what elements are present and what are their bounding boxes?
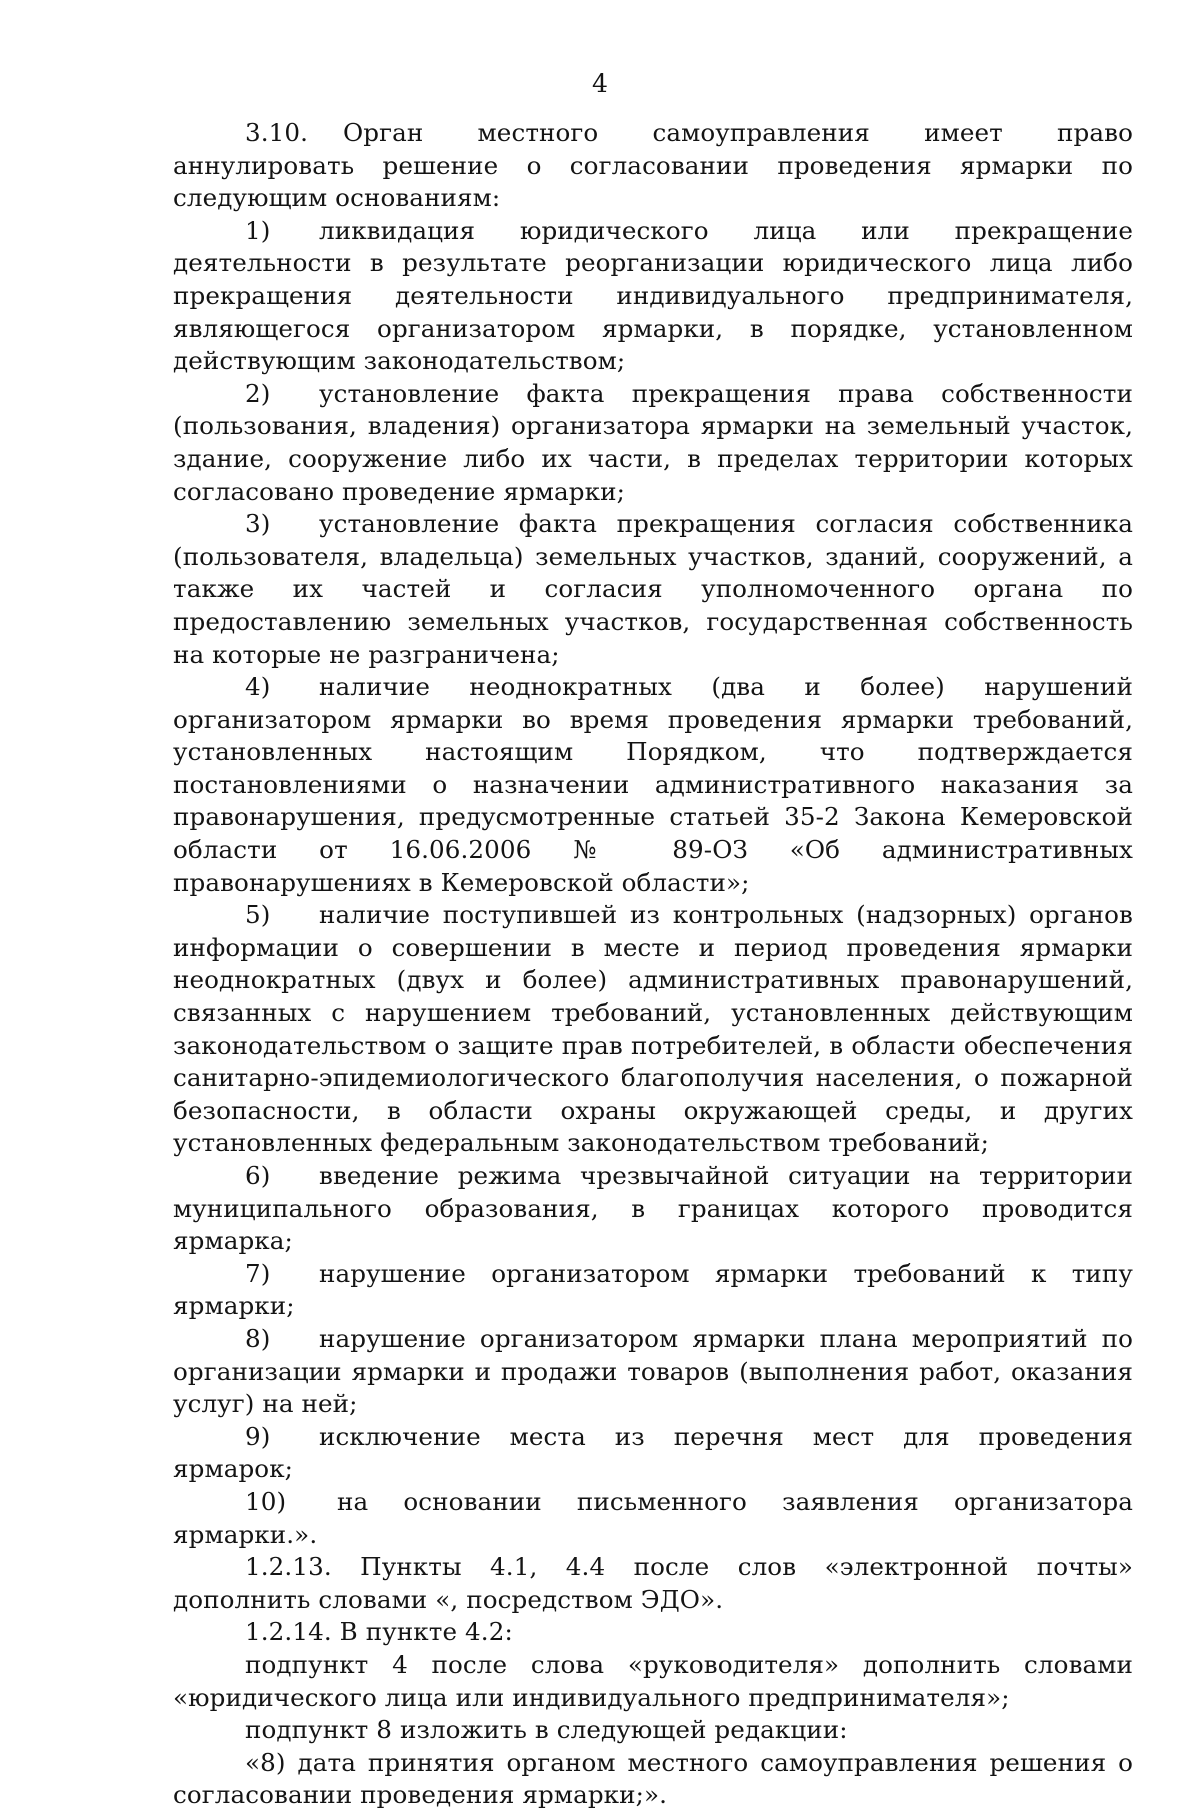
list-item xyxy=(173,508,1133,671)
list-item xyxy=(173,671,1133,899)
list-item-number: 2) xyxy=(245,378,271,408)
clause-number: 3.10. xyxy=(245,118,309,147)
list-item-text: ликвидация юридического лица или прекращение деятельности в результате реорганизации юридического лица либо прекращения деятельности индивидуального предпринимателя, являющегося организатором ярмарки, в порядке, установленном действующим законодательством; xyxy=(173,215,1133,376)
paragraph-1-2-14: 1.2.14. В пункте 4.2: xyxy=(245,1617,513,1647)
list-item-text: нарушение организатором ярмарки требований к типу ярмарки; xyxy=(173,1258,1133,1321)
list-item xyxy=(173,1258,1133,1323)
list-item xyxy=(173,378,1133,508)
list-item-number: 9) xyxy=(245,1421,271,1451)
list-item xyxy=(173,215,1133,378)
list-item xyxy=(173,1160,1133,1258)
list-item xyxy=(173,1421,1133,1486)
document-body xyxy=(173,117,1133,1812)
paragraph-subpoint-8: подпункт 8 изложить в следующей редакции: xyxy=(245,1715,848,1745)
list-item-number: 4) xyxy=(245,672,271,702)
list-item-text: установление факта прекращения согласия собственника (пользователя, владельца) земельных участков, зданий, сооружений, а также их частей и согласия уполномоченного органа по предоставлению земельных участков, государственная собственность на которые не разграничена; xyxy=(173,509,1133,669)
paragraph-1-2-13: 1.2.13. Пункты 4.1, 4.4 после слов «электронной почты» дополнить словами «, посредством ЭДО». xyxy=(173,1552,1133,1614)
list-item xyxy=(173,1486,1133,1551)
paragraph-3-10 xyxy=(173,117,1133,215)
list-item-text: на основании письменного заявления организатора ярмарки.». xyxy=(173,1486,1133,1549)
list-item-number: 5) xyxy=(245,900,271,930)
list-item-number: 10) xyxy=(245,1486,287,1516)
paragraph-subpoint-8-text: «8) дата принятия органом местного самоуправления решения о согласовании проведения ярмарки;». xyxy=(173,1747,1133,1810)
paragraph-subpoint-4: подпункт 4 после слова «руководителя» дополнить словами «юридического лица или индивидуального предпринимателя»; xyxy=(173,1649,1133,1712)
list-item-number: 1) xyxy=(245,215,271,245)
list-item-number: 7) xyxy=(245,1258,271,1288)
list-item-number: 3) xyxy=(245,509,271,539)
list-item-number: 6) xyxy=(245,1161,271,1190)
page-number: 4 xyxy=(592,69,608,98)
list-item-text: наличие поступившей из контрольных (надзорных) органов информации о совершении в месте и период проведения ярмарки неоднократных (двух и более) административных правонарушений, связанных с нарушением требований, установленных действующим законодательством о защите прав потребителей, в области обеспечения санитарно-эпидемиологического благополучия населения, о пожарной безопасности, в области охраны окружающей среды, и других установленных федеральным законодательством требований; xyxy=(173,900,1133,1158)
list-item xyxy=(173,899,1133,1160)
list-item-text: установление факта прекращения права собственности (пользования, владения) организатора ярмарки на земельный участок, здание, сооружение либо их части, в пределах территории которых согласовано проведение ярмарки; xyxy=(173,378,1133,506)
list-item-text: исключение места из перечня мест для проведения ярмарок; xyxy=(173,1421,1133,1484)
list-item xyxy=(173,1323,1133,1421)
list-item-text: наличие неоднократных (два и более) нарушений организатором ярмарки во время проведения ярмарки требований, установленных настоящим Порядком, что подтверждается постановлениями о назначении административного наказания за правонарушения, предусмотренные статьей 35-2 Закона Кемеровской области от 16.06.2006 № 89-ОЗ «Об административных правонарушениях в Кемеровской области»; xyxy=(173,672,1133,897)
list-item-text: нарушение организатором ярмарки плана мероприятий по организации ярмарки и продажи товаров (выполнения работ, оказания услуг) на ней; xyxy=(173,1323,1133,1419)
list-item-number: 8) xyxy=(245,1323,271,1353)
paragraph-text: Орган местного самоуправления имеет право аннулировать решение о согласовании проведения ярмарки по следующим основаниям: xyxy=(173,118,1133,213)
list-item-text: введение режима чрезвычайной ситуации на территории муниципального образования, в границах которого проводится ярмарка; xyxy=(173,1161,1133,1256)
